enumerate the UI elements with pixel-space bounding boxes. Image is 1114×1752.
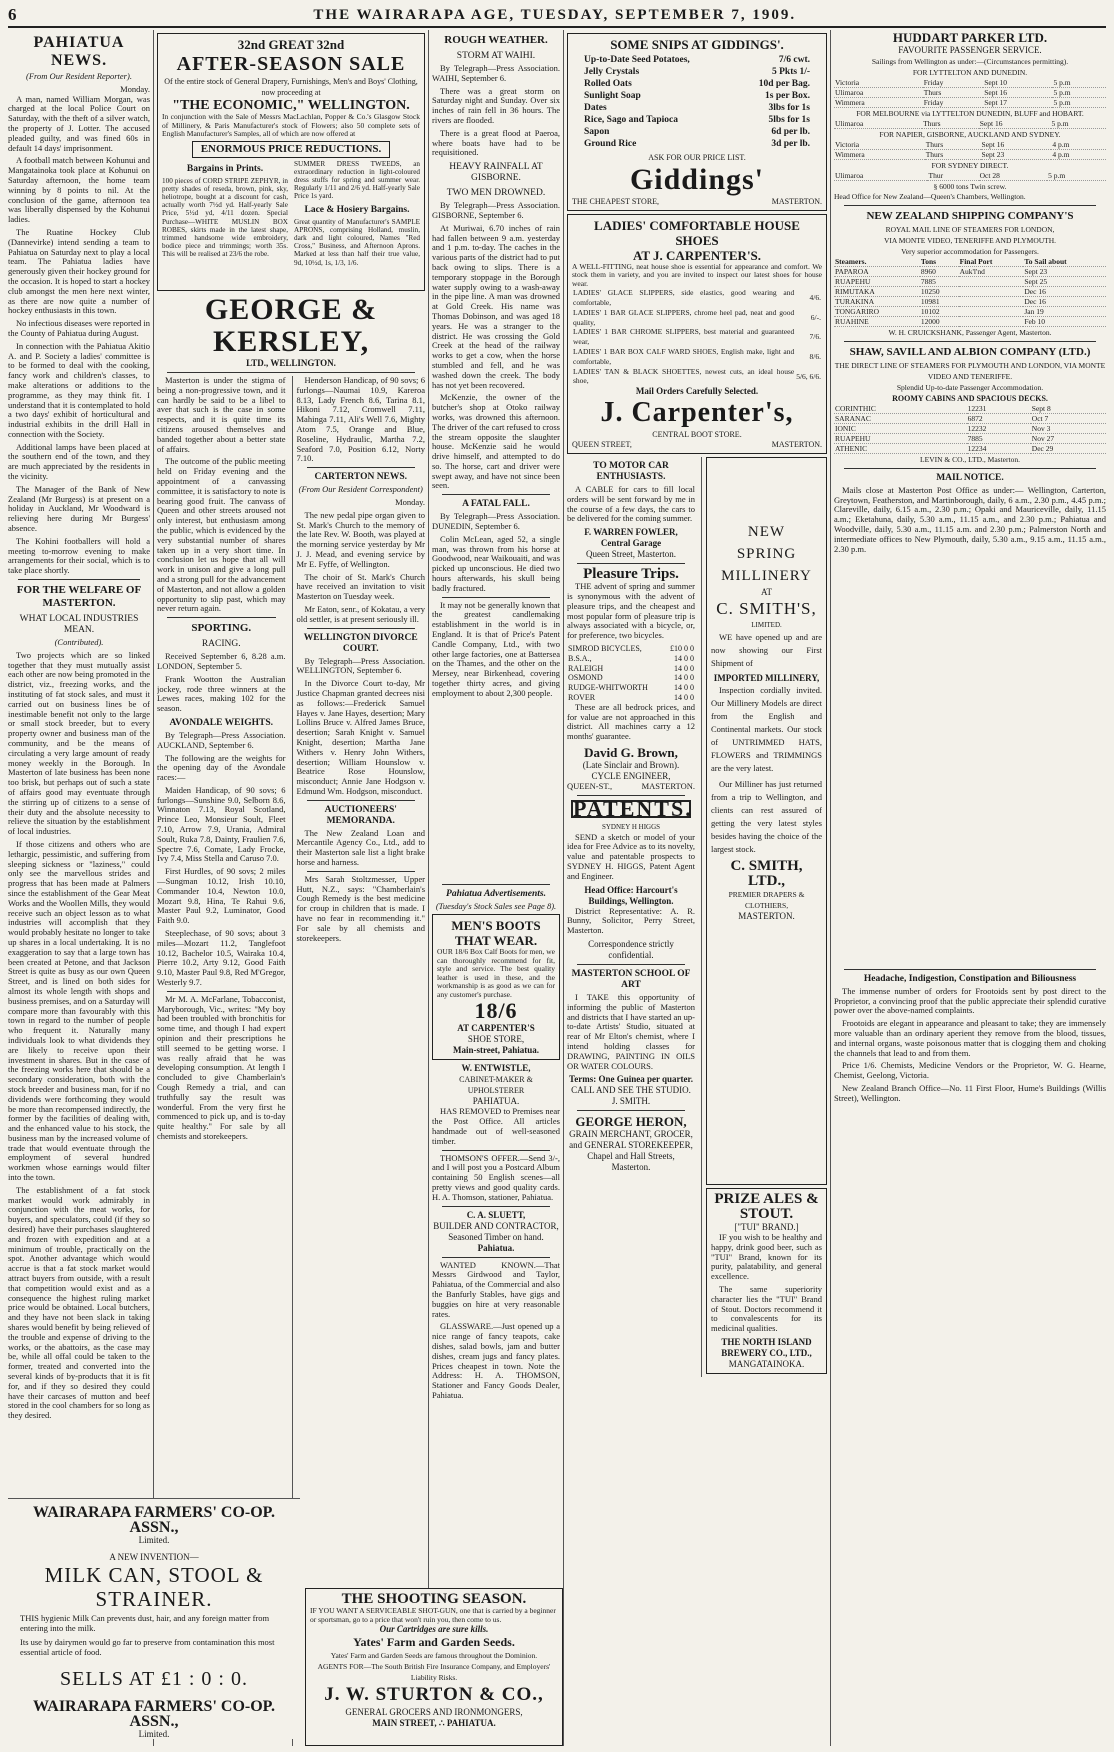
giddings-footer: THE CHEAPEST STORE, MASTERTON. [572,197,822,206]
patents-rep: District Representative: A. R. Bunny, Solicitor, Perry Street, Masterton. [567,905,695,936]
paragraph: No infectious diseases were reported in the County of Pahiatua during August. [8,318,150,338]
list-item: Ground Rice 3d per lb. [584,139,810,149]
farmers-coop-ad [8,1498,300,1739]
house-shoes-title: LADIES' COMFORTABLE HOUSE SHOES [594,217,800,248]
table-row: RUAHINE 12000 Feb 10 [834,316,1106,326]
weather-heading: ROUGH WEATHER. [444,34,548,46]
heron-town: Masterton. [611,1162,651,1173]
fowler-addr: Queen Street, Masterton. [586,549,676,560]
bicycle-list [567,644,695,703]
table-row: Ulimaroa Thurs Sept 16 5 p.m [834,119,1106,129]
column-4-lower [567,457,827,1377]
welfare-heading: FOR THE WELFARE OF MASTERTON. [16,584,142,610]
heron-addr: Chapel and Hall Streets, [587,1151,675,1162]
list-item: Up-to-Date Seed Potatoes, 7/6 cwt. [584,55,810,65]
paragraph: A football match between Kohunui and Mangatainoka took place at Kohunui on Saturday afternoon, the home team winning by 8 points to nil. At the conclusion of the game, afternoon tea was liberally dispensed by the Kohunui ladies. [8,155,150,225]
carterton-byline: (From Our Resident Correspondent) [298,484,423,495]
paragraph: Mails close at Masterton Post Office as under:— Wellington, Carterton, Greytown, Featherston, and Martinborough, daily, 6 a.m., 2.30 p.m., 4.45 p.m.; Clareville, daily, 6.15 a.m., 2.30 p.m.; Opaki and Mauriceville, daily, 11.15 a.m.; Eketahuna, daily, 5.30 a.m., 11.15 a.m., and 2.30 p.m.; Pahiatua and Woodville, daily, 5.30 a.m., 11.15 a.m. and 2.30 p.m.; Palmerston North and intermediate offices to New Plymouth, daily, 5.30 a.m., 9.15 a.m., 11.15 a.m., 2.30 p.m. [834,485,1106,554]
paragraph: The outcome of the public meeting held on Friday evening and the appointment of a canvassing committee, it is satisfactory to note is bearing good fruit. The canvass of Queen and other streets aroused not only interest, but enthusiasm among the public, which is evidenced by the very substantial number of shares taken up in a very short time. In conclusion let us hope that all will work in unison and give a long pull and a strong pull for the advancement of Masterton, and not allow a golden opportunity to slip past, which may never return again. [157,456,286,614]
twin-screw: § 6000 tons Twin screw. [933,182,1007,191]
column-4 [567,30,827,1746]
heron-name: GEORGE HERON, [575,1114,687,1130]
farmers-price: SELLS AT £1 : 0 : 0. [60,1668,248,1690]
farmers-limited-2: Limited. [138,1729,170,1739]
list-item: LADIES' 1 BAR CHROME SLIPPERS, best material and guaranteed wear, 7/6. [573,327,821,347]
table-row: Wimmera Thurs Sept 23 4 p.m [834,150,1106,160]
divider [167,372,415,373]
george-kersley-sub: LTD., WELLINGTON. [246,358,336,368]
house-shoes-mail: Mail Orders Carefully Selected. [635,386,759,397]
auction-heading: AUCTIONEERS' MEMORANDA. [324,804,397,826]
paragraph: The Kohini footballers will hold a meeting to-morrow evening to make arrangements for their social, which is to take place shortly. [8,535,150,576]
divider [307,800,416,801]
smith-ltd: LIMITED. [751,621,782,630]
racing-heading: RACING. [201,639,241,650]
divorce-heading: WELLINGTON DIVORCE COURT. [303,632,418,654]
paragraph: First Hurdles, of 90 sovs; 2 miles—Sungman 10.12, Irish 10.10, Commander 10.4, Newton 10.0, Mozart 9.8, Hina, Te Rahui 9.6, Master Paul 9.2, Luminator, Good Faith 9.0. [157,866,286,926]
snips-list [572,52,822,152]
art-call: CALL AND SEE THE STUDIO. [571,1085,691,1096]
pahiatua-news-body [8,95,150,576]
smith-brand: C. SMITH, LTD., [730,858,803,890]
shaw-title: SHAW, SAVILL AND ALBION COMPANY (LTD.) [849,345,1091,358]
paragraph: It may not be generally known that the greatest candlemaking establishment in the world is in England. It is that of Price's Patent Candle Company, Ltd., with two other large factories, one at Battersea on the Thames, and the other on the Mersey, near Birkenhead, covering together thirty acres, and giving employment to about 2,300 people. [432,600,560,698]
sluett-addr: Pahiatua. [477,1242,515,1253]
huddart-sub: FAVOURITE PASSENGER SERVICE. [898,45,1042,55]
headache-title: Headache, Indigestion, Constipation and Biliousness [863,973,1077,984]
list-item: B.S.A., 14 0 0 [568,653,694,663]
testimonial: Mr M. A. McFarlane, Tobacconist, Maryborough, Vic., writes: "My boy had been troubled with bronchitis for some time, and though I had expert opinion and their prescriptions he still seemed to be getting worse. I was really afraid that he was developing consumption. At length I concluded to give Chamberlain's Cough Remedy a trial, and can truthfully say the result was wonderful. From the very first he commenced to pick up, and is to-day quite healthy." For sale by all chemists and storekeepers. [157,993,286,1141]
table-row: Ulimaroa Thur Oct 28 5 p.m [834,171,1106,181]
motor-text: A CABLE for cars to fill local orders will be sent forward by me in the course of a few days, the cars to be delivered for the coming summer. [567,484,695,524]
after-season-sale-ad [157,33,425,291]
sale-columns [162,160,420,267]
ales-text-2: The same superiority character lies the "TUI" Brand of Stout. Doctors recommend it to convalescents for its medicinal qualities. [711,1284,822,1334]
agents: AGENTS FOR—The South British Fire Insurance Company, and Employers' Liability Risks. [317,1662,551,1682]
entwistle-name: W. ENTWISTLE, [461,1063,531,1074]
lace-heading: Lace & Hosiery Bargains. [304,204,410,215]
prize-ales-ad [706,1188,827,1374]
list-item: RALEIGH 14 0 0 [568,663,694,673]
paragraph: The Ruatine Hockey Club (Dannevirke) intend sending a team to Pahiatua on Saturday next to play a local team. The Pahiatua ladies have generously given their hockey ground for the occasion. It is hoped to start a hockey club amongst the men here next winter, as there are now quite a number of hockey enthusiasts in this town. [8,226,150,316]
candle-article [432,601,560,881]
masthead [8,4,1106,28]
column-1 [8,30,150,1746]
ales-brand: ["TUI" BRAND.] [734,1222,799,1233]
boots-text: OUR 18/6 Box Calf Boots for men, we can thoroughly recommend for fit, style and service. The best quality leather is used in these, and the workmanship is as good as we can for any customer's purchase. [437,947,555,999]
farmers-limited: Limited. [138,1535,170,1545]
paragraph: In the Divorce Court to-day, Mr Justice Chapman granted decrees nisi as follows:—Frederick Samuel Hayes v. Jane Hayes, desertion; Mary Lollins Bruce v. Alfred James Bruce, desertion; Sarah Knight v. Samuel Knight, desertion; Martha Jane Withers v. Henry John Withers, desertion; William Hounslow v. Beatrice Rose Hounslow, misconduct; Annie Jane Hodgson v. Edmund Wm. Hodgson, misconduct. [296,678,425,796]
paragraph: At Muriwai, 6.70 inches of rain had fallen between 9 a.m. yesterday and 1 p.m. to-day. The caches in the various parts of the district had to put back owing to slips. There is a temporary stoppage in the Borough water supply owing to a wash-away in the pipe line. A man was drowned at Gold Creek. His name was Thomas Dobinson, and was aged 18 years. He was a stranger to the district. He was crossing the Gold Creek at the head of the railway works to get a cow, when the horse stumbled and fell, and he was washed down the creek. The body has not yet been recovered. [432,222,560,390]
sturton-sub: GENERAL GROCERS AND IRONMONGERS, [345,1707,523,1717]
brown-trade: CYCLE ENGINEER, [591,771,671,781]
rainfall-heading: HEAVY RAINFALL AT GISBORNE. [449,162,543,184]
fowler-name: F. WARREN FOWLER, [584,527,678,538]
divider [442,1257,550,1258]
boots-shop-sub: SHOE STORE, [467,1034,525,1045]
heron-trade: GRAIN MERCHANT, GROCER, and GENERAL STOREKEEPER, [569,1129,693,1151]
seeds: Yates' Farm and Garden Seeds. [353,1635,515,1649]
list-item: Rolled Oats 10d per Bag. [584,79,810,89]
list-item: SIMROD BICYCLES, £10 0 0 [568,644,694,654]
paragraph: Mr Eaton, senr., of Kokatau, a very old settler, is at present seriously ill. [296,603,425,624]
house-shoes-list [572,288,822,386]
ales-town: MANGATAINOKA. [728,1359,805,1370]
nzsc-note: Very superior accommodation for Passengers. [901,246,1039,256]
paragraph: The choir of St. Mark's Church have received an invitation to visit Masterton on Tuesday week. [296,571,425,602]
paragraph: Received September 6, 8.28 a.m. LONDON, September 5. [157,651,286,671]
list-item: LADIES' 1 BAR BOX CALF WARD SHOES, English make, light and comfortable, 8/6. [573,347,821,366]
divider [577,1110,685,1111]
millinery-line-3: MILLINERY [721,568,812,585]
list-item: Jelly Crystals 5 Pkts 1/- [584,67,810,77]
giddings-ad [567,33,827,211]
paragraph: Frootoids are elegant in appearance and pleasant to take; they are immensely more valuable than an ordinary aperient they remove from the blood, tissues, and internal organs, waste poisonous matter that is clogging them and choking the channels that lead to and from them. [834,1018,1106,1058]
carterton-heading: CARTERTON NEWS. [314,472,408,483]
carpenter-store: CENTRAL BOOT STORE. [652,430,742,440]
divider [307,467,416,468]
pahiatua-ads-heading: Pahiatua Advertisements. [446,888,546,899]
sluett-name: C. A. SLUETT, [466,1209,526,1220]
table-row: SARANAC 6872 Oct 7 [834,413,1106,423]
nzsc-table [834,257,1106,327]
paragraph: Two projects which are so linked together that they must mutually assist each other are now being promoted in the district, viz., freezing works, and the instituting of fat stock sales, and must it carried out on business lines be of inestimable benefit not only to the large or small stock breeder, but to every property owner and business man of the community, and be the means of circulating a very large amount of ready money weekly in the Borough. In Masterton of late business has been none too brisk, but perhaps out of such a state of affairs good may eventuate through the stirring up of citizens to a sense of their duty and the absolute necessity to relieve the situation by the establishment of local industries. [8,650,150,837]
paragraph: By Telegraph—Press Association. GISBORNE, September 6. [432,200,560,220]
table-header: Steamers. Tons Final Port To Sail about [834,257,1106,267]
snips-title: SOME SNIPS AT GIDDINGS'. [610,37,784,52]
huddart-office: Head Office for New Zealand—Queen's Chambers, Wellington. [834,192,1026,201]
table-row: IONIC 12232 Nov 3 [834,423,1106,433]
list-item: Rice, Sago and Tapioca 5lbs for 1s [584,115,810,125]
shooting-season-ad [305,1588,563,1746]
divider [442,597,550,598]
ales-title: PRIZE ALES & STOUT. [714,1191,819,1223]
millinery-text: WE have opened up and are now showing our First Shipment of [711,632,822,669]
list-item: OSMOND 14 0 0 [568,673,694,683]
brown-name: David G. Brown, [584,745,678,760]
shooting-text: IF YOU WANT A SERVICEABLE SHOT-GUN, one that is carried by a beginner or sportsman, go to a price that won't ruin you, then come to us. [310,1606,556,1624]
sale-intro: Of the entire stock of General Drapery, Furnishings, Men's and Boys' Clothing, now proceeding at [164,77,418,97]
paragraph: The establishment of a fat stock market would work admirably in conjunction with the meat works, for buyers, and speculators, could (if they so desired) have their purchases slaughtered and frozen with expedition and at a minimum of trouble, practically on the spot. Another advantage which would accrue is that a fat stock market would attract buyers from outside, with a result that competition would exist and as a consequence the highest ruling market price would be obtained. Local butchers, and they have not been slack in taking shares would benefit by being relieved of the trouble and expense of driving to the works, or the abattoirs, as the case may be, while all offal could be taken to the former, treated and converted into the several kinds of by-products that it is fit for, and if they so desired they could have their carcases of mutton and beef stored in the cool chambers for so long as they desired. [8,1184,150,1421]
millinery-line-2: SPRING [736,546,797,563]
paragraph: By Telegraph—Press Association. WELLINGTON, September 6. [296,655,425,676]
paragraph: The new pedal pipe organ given to St. Mark's Church to the memory of the late Rev. W. Booth, was played at the morning service yesterday by Mr J. J. Mead, and evening service by Mr E. Fyffe, of Wellington. [296,509,425,569]
sale-store: "THE ECONOMIC," WELLINGTON. [172,98,410,113]
nzsc-agent: W. H. CRUICKSHANK, Passenger Agent, Masterton. [888,327,1052,337]
huddart-note: Sailings from Wellington as under:—(Circumstances permitting). [871,57,1069,66]
paragraph: There was a great storm on Saturday night and Sunday. Over six inches of rain fell in 36 hours. The rivers are flooded. [432,85,560,125]
sturton-firm: J. W. STURTON & CO., [324,1684,544,1705]
sluett-trade: BUILDER AND CONTRACTOR, [433,1220,559,1231]
divider [167,617,276,618]
paragraph: A man, named William Morgan, was charged at the local Police Court on Saturday, with the theft of a silver watch, the property of J. Lotter. The accused pleaded guilty, and was fined 60s in default 14 days' imprisonment. [8,93,150,153]
brown-late: (Late Sinclair and Brown). [582,760,680,770]
divider [442,1150,550,1151]
sailing-table [834,119,1106,129]
list-item: LADIES' 1 BAR GLACE SLIPPERS, chrome heel pad, neat and good quality, 6/-. [573,307,821,327]
farmers-desc-2: Its use by dairymen would go far to preserve from contamination this most essential article of food. [20,1637,275,1657]
huddart-parker-ad [834,30,1106,202]
paragraph: There is a great flood at Paeroa, where boats have had to be requisitioned. [432,127,560,158]
column-4a [567,457,695,1377]
paragraph: If those citizens and others who are lethargic, pessimistic, and suffering from sleeping sickness or "laziness," could only see the marvellous strides and progress that has been made at Palmers since the establishment of the Gear Meat Works and the Woollen Mills, they would receive such an object lesson as to what industries will accomplish that they would probably hesitate no longer to take up shares in a local undertaking. It is no exaggeration to say that a large town has been created at Petone, and that Jackson Street is quite as busy as our own Queen Street, and is lined on both sides for almost its whole length with shops and business premises, and on a Saturday will compare more than favourably with this town in regard to the number of people who frequent it. Naturally many individuals look to what dividends they are likely to receive upon their investment in shares. But in the case of the freezing works here that should be a secondary consideration, both with the stock breeder and business man, for if no dividends were forthcoming they would be more than recompensed indirectly, the former by the facilities of dealing with, and the enhanced value to his stock, the business man by the increased volume of trade that would eventuate through the employment of several hundred workmen whose earnings would filter into the town. [8,838,150,1183]
divider [844,969,1096,970]
divider [844,205,1096,206]
table-row: Ulimaroa Thurs Sept 16 5 p.m [834,88,1106,98]
paragraph: The immense number of orders for Frootoids sent by post direct to the Proprietor, a convincing proof that the public appreciate their splendid curative power over the above-named complaints. [834,985,1106,1016]
boots-price: 18/6 [474,998,518,1024]
stock-sale-note: (Tuesday's Stock Sales see Page 8). [435,900,557,911]
divider [18,579,140,580]
shaw-sub: THE DIRECT LINE OF STEAMERS FOR PLYMOUTH AND LONDON, VIA MONTE VIDEO AND TENERIFFE. [834,360,1106,381]
shaw-note: Splendid Up-to-date Passenger Accommodation. [896,382,1044,392]
shaw-savill-ad [834,345,1106,465]
paragraph: Mrs Sarah Stoltzmesser, Upper Hutt, N.Z., says: "Chamberlain's Cough Remedy is the best medicine for croup in children that is made. I have no fear in recommending it." For sale by all chemists and storekeepers. [296,873,425,943]
sailing-table [834,78,1106,108]
patents-office: Head Office: Harcourt's Buildings, Wellington. [584,884,678,906]
millinery-imported: IMPORTED MILLINERY, [713,673,820,684]
divider [307,871,416,872]
paragraph: By Telegraph—Press Association. AUCKLAND, September 6. [157,729,286,750]
route-heading: FOR MELBOURNE via LYTTELTON DUNEDIN, BLUFF and HOBART. [856,109,1084,118]
boots-shop: AT CARPENTER'S [457,1023,535,1034]
table-row: RUAPEHU 7885 Nov 27 [834,433,1106,443]
seeds-note: Yates' Farm and Garden Seeds are famous throughout the Dominion. [330,1651,538,1660]
divider [844,468,1096,469]
glassware: GLASSWARE.—Just opened up a nice range of fancy teapots, cake dishes, salad bowls, jam and butter dishes, cream jugs and fancy plates. Prices cheapest in town. Note the Address: H. A. THOMSON, Stationer and Fancy Goods Dealer, Pahiatua. [432,1321,560,1400]
divider [442,1206,550,1207]
entwistle-trade: CABINET-MAKER & UPHOLSTERER [459,1075,533,1096]
sluett-note: Seasoned Timber on hand. [448,1231,544,1242]
table-row: PAPAROA 8960 Auk'l'nd Sept 23 [834,266,1106,276]
paragraph: Masterton is under the stigma of being a non-progressive town, and it can hardly be said to be a libel to aver that such is the case in some respects, and it is quite time its citizens aroused themselves and banded together about a better state of affairs. [157,376,286,454]
route-heading: FOR SYDNEY DIRECT. [931,161,1009,170]
shaw-saloons: ROOMY CABINS AND SPACIOUS DECKS. [892,393,1048,403]
paragraph: Monday. [395,496,425,507]
welfare-subheading: WHAT LOCAL INDUSTRIES MEAN. [19,614,139,636]
smith-brand-sub: PREMIER DRAPERS & CLOTHIERS, [728,890,805,911]
drowned-heading: TWO MEN DROWNED. [446,188,546,199]
table-row: Wimmera Friday Sept 17 5 p.m [834,98,1106,108]
entwistle-town: PAHIATUA. [472,1096,520,1107]
paragraph: By Telegraph—Press Association. WAIHI, September 6. [432,63,560,83]
farmers-invention: A NEW INVENTION— [109,1552,199,1562]
millinery-line-1: NEW [747,524,786,541]
list-item: Dates 3lbs for 1s [584,103,810,113]
prints-text: 100 pieces of CORD STRIPE ZEPHYR, in pretty shades of reseda, brown, pink, sky, heliotrope, bought at a discount for cash, actually worth 7½d yd. Half-yearly Sale Price, 5½d yd, 4/11 dozen. Special Purchase—WHITE MUSLIN BOX ROBES, skirts made in the latest shape, trimmed handsome wide embroidery, bodice piece and trimmings; worth 35s. This will be realised at 23/6 the robe. [162,176,288,259]
farmers-name: WAIRARAPA FARMERS' CO-OP. ASSN., [33,1504,275,1536]
shaw-agent: LEVIN & CO., LTD., Masterton. [920,454,1020,464]
paragraph: Maiden Handicap, of 90 sovs; 6 furlongs—Sunshine 9.0, Selborn 8.6, Winnaton 7.13, Royal Scotland, Prince Leo, Monsieur Soult, Fleet 7.10, Arrow 7.9, Urania, Admiral Soult, Ruka 7.8, Dainty, Fraulien 7.6, Spectre 7.6, Comate, Lady Frocke, Ivy 7.4, Miss Stella and Caruso 7.0. [157,784,286,864]
list-item: Sunlight Soap 1s per Box. [584,91,810,101]
art-name: J. SMITH. [611,1096,651,1107]
table-row: CORINTHIC 12231 Sept 8 [834,404,1106,414]
house-shoes-sub: AT J. CARPENTER'S. [632,247,762,263]
list-item: LADIES' TAN & BLACK SHOETTES, newest cuts, an ideal house shoe, 5/6, 6/6. [573,366,821,386]
paragraph: Additional lamps have been placed at the southern end of the town, and they are much appreciated by the residents in the vicinity. [8,441,150,482]
farmers-desc: THIS hygienic Milk Can prevents dust, hair, and any foreign matter from entering into the milk. [20,1613,270,1633]
henderson-handicap: Henderson Handicap, of 90 sovs; 6 furlongs—Naumai 10.9, Kareroa 8.13, Lady French 8.6, Tarina 8.1, Hikoni 7.12, Cromwell 7.11, Mahinga 7.11, Ali's Well 7.6, Mighty Atom 7.5, Orange and Blue, Roseline, Hydraulic, Martha 7.2, Seaford 7.0, Position 6.12, Norty 7.10. [296,376,425,464]
avondale-heading: AVONDALE WEIGHTS. [169,717,273,728]
millinery-at: AT [761,587,772,598]
nz-shipping-ad [834,209,1106,338]
shooting-title: THE SHOOTING SEASON. [341,1591,527,1607]
millinery-text-3: Our Milliner has just returned from a trip to Wellington, and clients can rest assured of getting the very latest styles besides having the choice of the largest stock. [711,779,822,855]
table-row: Victoria Friday Sept 10 5 p.m [834,78,1106,88]
table-row: RIMUTAKA 10250 Dec 16 [834,286,1106,296]
ales-text: IF you wish to be healthy and happy, drink good beer, such as "TUI" Brand, known for its purity, palatability, and general excellence. [711,1232,822,1282]
divider [307,628,416,629]
weather-subheading: STORM AT WAIHI. [456,51,536,61]
route-heading: FOR NAPIER, GISBORNE, AUCKLAND AND SYDNEY. [879,130,1061,139]
list-item: Sapon 6d per lb. [584,127,810,137]
sturton-addr: MAIN STREET, ∴ PAHIATUA. [372,1718,496,1728]
lace-text: Great quantity of Manufacturer's SAMPLE APRONS, comprising Holland, muslin, dark and light coloured, Names "Red Cross," Business, and Afternoon Aprons. Marked at less than half their true value, 9d, 10½d, 1s, 1/3, 1/6. [294,217,420,267]
list-item: RUDGE-WHITWORTH 14 0 0 [568,683,694,693]
art-text: I TAKE this opportunity of informing the public of Masterton and districts that I have started an up-to-date Artists' Studio, situated at rear of Mr Elton's chemist, where I intend holding classes for DRAWING, PAINTING IN OILS OR WATER COLOURS. [567,991,695,1071]
paragraph: McKenzie, the owner of the butcher's shop at Otoko railway works, was drowned this afternoon. The driver of the cart refused to cross the stream opposite the slaughter house. McKenzie said he would drive himself, and attempted to do so. The horse, cart and driver were swept away, and have not since been seen. [432,392,560,491]
ales-brewer: THE NORTH ISLAND BREWERY CO., LTD., [721,1337,812,1359]
divider [577,964,685,965]
wanted-known: WANTED KNOWN.—That Messrs Girdwood and Taylor, Pahiatua, of the Commercial and also the Banfurly Stables, have gigs and buggies on hire at very reasonable rates. [432,1259,560,1319]
mail-notice-title: MAIL NOTICE. [936,472,1004,483]
list-item: LADIES' GLACE SLIPPERS, side elastics, good wearing and comfortable, 4/6. [573,288,821,308]
sale-top: 32nd GREAT 32nd [237,37,345,52]
divider [442,884,550,885]
shaw-table [834,404,1106,454]
art-terms: Terms: One Guinea per quarter. [569,1074,693,1085]
table-row: RUAPEHU 7885 Sept 25 [834,276,1106,286]
column-3 [432,30,560,1746]
divider [577,563,685,564]
snips-ask: ASK FOR OUR PRICE LIST. [648,153,746,162]
table-row: Victoria Thurs Sept 16 4 p.m [834,140,1106,150]
sale-reductions: ENORMOUS PRICE REDUCTIONS. [192,141,390,158]
smith-town: MASTERTON. [738,911,795,922]
table-row: ATHENIC 12234 Dec 29 [834,443,1106,453]
paragraph: Price 1/6. Chemists, Medicine Vendors or the Proprietor, W. G. Hearne, Chemist, Geelong, Victoria. [834,1060,1106,1081]
house-shoes-text: A WELL-FITTING, neat house shoe is essential for appearance and comfort. We stock them in variety, and you are invited to inspect our latest shoes for house wear. [572,261,822,288]
boots-ad [432,914,560,1060]
list-item: ROVER 14 0 0 [568,693,694,703]
patents-title: PATENTS. [573,795,693,821]
paragraph: Colin McLean, aged 52, a single man, was thrown from his horse at Goodwood, near Waikouaiti, and was picked up unconscious. He died two hours afterwards, his skull being badly fractured. [432,533,560,593]
sporting-heading: SPORTING. [191,622,252,635]
carpenter-house-shoes-ad [567,214,827,454]
page-number: 6 [8,5,18,24]
farmers-product: MILK CAN, STOOL & STRAINER. [44,1563,264,1611]
fowler-garage: Central Garage [600,538,662,549]
sale-title: AFTER-SEASON SALE [176,53,406,75]
divider [167,991,276,992]
newspaper-title: THE WAIRARAPA AGE, TUESDAY, SEPTEMBER 7, 1909. [313,6,797,23]
art-title: MASTERTON SCHOOL OF ART [571,968,691,990]
millinery-text-2: Inspection cordially invited. Our Millinery Models are direct from the English and Continental markets. Our stock of UNTRIMMED HATS, FLOWERS and TRIMMINGS are the very latest. [711,685,822,774]
carpenter-brand: J. Carpenter's, [600,397,794,429]
column-2 [157,30,425,1746]
column-6 [834,30,1106,1746]
mail-notice-body [834,486,1106,966]
sale-note: In conjunction with the Sale of Messrs MacLachlan, Popper & Co.'s Glasgow Stock of Millinery, & Paris Manufacturer's stock of Flowers; also 50 complete sets of English Manufacturer's Samples, all of which are now offered at [162,112,420,138]
paragraph: Frank Wootton the Australian jockey, rode three winners at the Lewes races, making 102 for the season. [157,673,286,714]
entwistle-text: HAS REMOVED to Premises near the Post Office. All articles handmade out of well-seasoned timber. [432,1106,560,1146]
sailing-table [834,140,1106,160]
thomson-offer: THOMSON'S OFFER.—Send 3/-, and I will post you a Postcard Album containing 50 English scenes—all pretty views and good quality cards. H. A. Thomson, stationer, Pahiatua. [432,1152,560,1202]
farmers-name-2: WAIRARAPA FARMERS' CO-OP. ASSN., [33,1698,275,1730]
contributed: (Contributed). [54,637,104,648]
giddings-brand: Giddings' [629,163,765,196]
smith-millinery-ad [706,457,827,1185]
dateline: Monday. [120,83,150,94]
paragraph: In connection with the Pahiatua Akitio A. and P. Society a ladies' committee is to be formed to deal with the cooking, fancy work and children's classes, to make alterations or additions to the programme, as they may think fit. I understand that it is contemplated to hold a two days' exhibit of horticultural and industrial exhibits in the drill Hall in connection with the Society. [8,340,150,439]
paragraph: Steeplechase, of 90 sovs; about 3 miles—Mozart 11.2, Tanglefoot 10.12, Bachelor 10.5, Wairaka 10.4, Pierre 10.2, Arty 9.12, Good Faith 9.10, Master Paul 9.8, Red M'Gregor, Westerly 9.7. [157,928,286,988]
pleasure-note: These are all bedrock prices, and for value are not approached in this district. All machines carry a 12 months' guarantee. [567,701,695,742]
nzsc-title: NEW ZEALAND SHIPPING COMPANY'S [866,209,1074,222]
smith-name: C. SMITH'S, [716,599,817,619]
divider [442,494,550,495]
cartridges: Our Cartridges are sure kills. [379,1624,489,1634]
column-4b [701,457,827,1377]
pahiatua-news-heading: PAHIATUA NEWS. [33,34,125,69]
paragraph: The Manager of the Bank of New Zealand (Mr Burgess) is at present on a holiday in Auckland, Mr Woodward is relieving here during Mr Burgess' absence. [8,483,150,534]
paragraph: New Zealand Branch Office—No. 11 First Floor, Hume's Buildings (Willis Street), Wellington. [834,1082,1106,1103]
pleasure-title: Pleasure Trips. [583,566,679,583]
motor-title: TO MOTOR CAR ENTHUSIASTS. [593,461,669,483]
patents-conf: Correspondence strictly confidential. [588,938,674,960]
sailing-table [834,171,1106,181]
boots-title: MEN'S BOOTS THAT WEAR. [451,918,541,949]
huddart-title: HUDDART PARKER LTD. [892,30,1048,45]
dress-text: SUMMER DRESS TWEEDS, an extraordinary reduction in light-coloured dress stuffs for spring and summer wear. Regularly 1/11 and 2/6 yd. Half-yearly Sale Price 1s yard. [294,159,420,201]
pleasure-text: THE advent of spring and summer is synonymous with the advent of pleasure trips, and the cheapest and most popular form of pleasure trip is always associated with a bicycle, or, for preference, two bicycles. [567,581,695,641]
carpenter-footer: QUEEN STREET, MASTERTON. [572,440,822,450]
paragraph: The New Zealand Loan and Mercantile Agency Co., Ltd., add to their Masterton sale list a light brake horse and harness. [296,827,425,868]
patents-text: SEND a sketch or model of your idea for Free Advice as to its novelty, value and patentable prospects to SYDNEY H. HIGGS, Patent Agent and Engineer. [567,831,695,881]
brown-footer: QUEEN-ST., MASTERTON. [567,781,695,791]
boots-shop-addr: Main-street, Pahiatua. [452,1045,540,1056]
george-kersley-brand: GEORGE & KERSLEY, [204,293,378,358]
fatal-fall-heading: A FATAL FALL. [462,499,530,510]
table-row: TURAKINA 10981 Dec 16 [834,296,1106,306]
table-row: TONGARIRO 10102 Jan 19 [834,306,1106,316]
paragraph: The following are the weights for the opening day of the Avondale races:— [157,752,286,783]
route-heading: FOR LYTTELTON AND DUNEDIN. [912,68,1028,77]
prints-heading: Bargains in Prints. [186,163,264,174]
byline: (From Our Resident Reporter). [26,71,132,81]
patents-name: SYDNEY H HIGGS [601,822,661,831]
nzsc-via: VIA MONTE VIDEO, TENERIFFE AND PLYMOUTH. [883,235,1057,245]
paragraph: By Telegraph—Press Association. DUNEDIN, September 6. [432,511,560,532]
nzsc-sub: ROYAL MAIL LINE OF STEAMERS FOR LONDON, [885,224,1055,234]
divider [844,341,1096,342]
